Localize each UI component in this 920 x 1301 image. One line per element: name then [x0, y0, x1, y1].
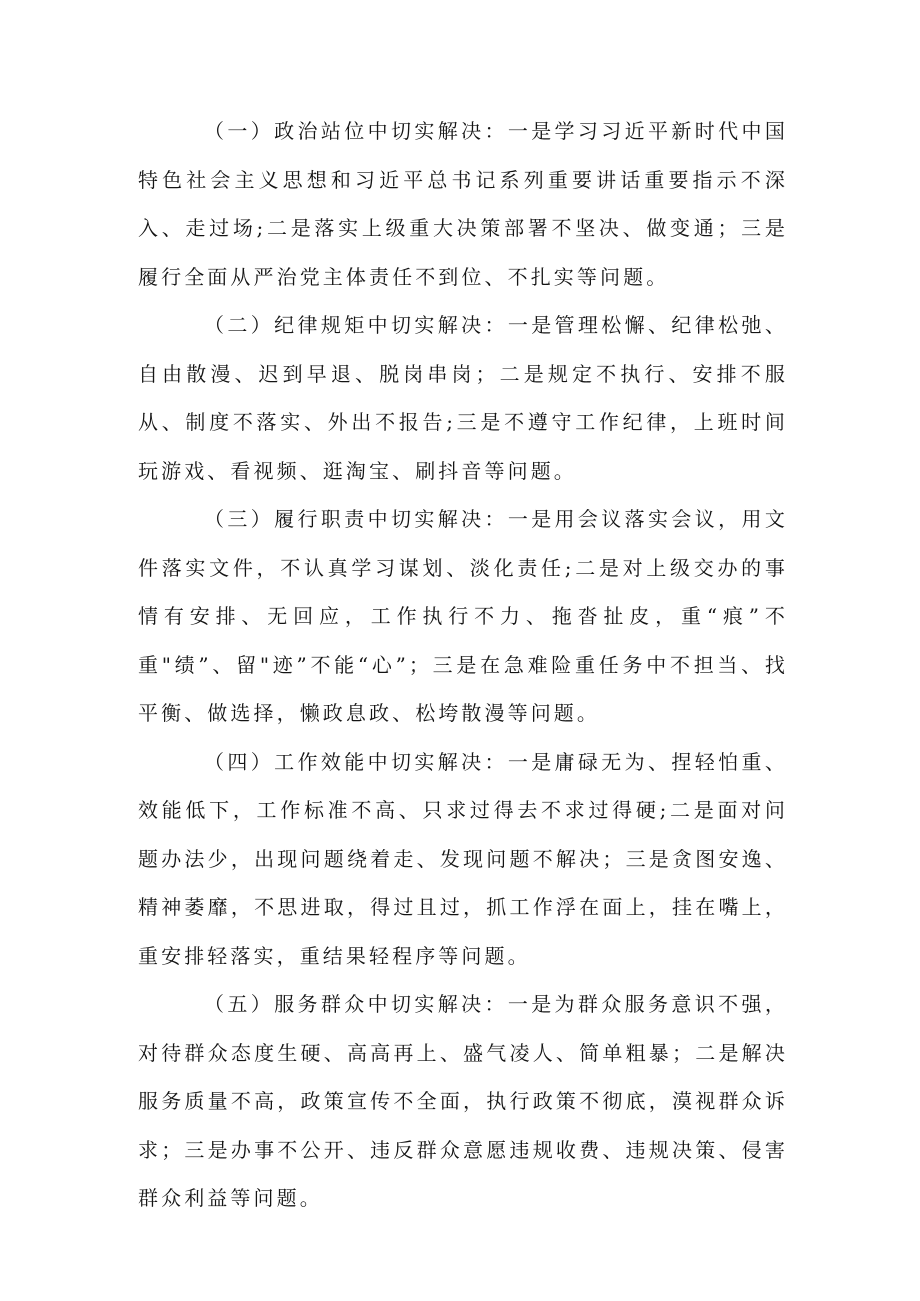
paragraph-discipline-rules: （二）纪律规矩中切实解决：一是管理松懈、纪律松弛、自由散漫、迟到早退、脱岗串岗；二是规定不执行、安排不服从、制度不落实、外出不报告;三是不遵守工作纪律，上班时间玩游戏、看视频、逛淘宝、刷抖音等问题。: [138, 313, 788, 483]
document-body: [138, 107, 788, 1223]
paragraph-political-stance: （一）政治站位中切实解决：一是学习习近平新时代中国特色社会主义思想和习近平总书记系列重要讲话重要指示不深入、走过场;二是落实上级重大决策部署不坚决、做变通；三是履行全面从严治党主体责任不到位、不扎实等问题。: [138, 119, 788, 289]
paragraph-work-efficiency: （四）工作效能中切实解决：一是庸碌无为、捏轻怕重、效能低下，工作标准不高、只求过得去不求过得硬;二是面对问题办法少，出现问题绕着走、发现问题不解决；三是贪图安逸、精神萎靡，不思进取，得过且过，抓工作浮在面上，挂在嘴上，重安排轻落实，重结果轻程序等问题。: [138, 749, 788, 968]
paragraph-duty-performance: （三）履行职责中切实解决：一是用会议落实会议，用文件落实文件，不认真学习谋划、淡化责任;二是对上级交办的事情有安排、无回应，工作执行不力、拖沓扯皮，重“痕”不重"绩”、留"迹”不能“心”；三是在急难险重任务中不担当、找平衡、做选择，懒政息政、松垮散漫等问题。: [138, 507, 788, 725]
paragraph-serving-masses: （五）服务群众中切实解决：一是为群众服务意识不强，对待群众态度生硬、高高再上、盛气凌人、简单粗暴；二是解决服务质量不高，政策宣传不全面，执行政策不彻底，漠视群众诉求；三是办事不公开、违反群众意愿违规收费、违规决策、侵害群众利益等问题。: [138, 992, 788, 1210]
